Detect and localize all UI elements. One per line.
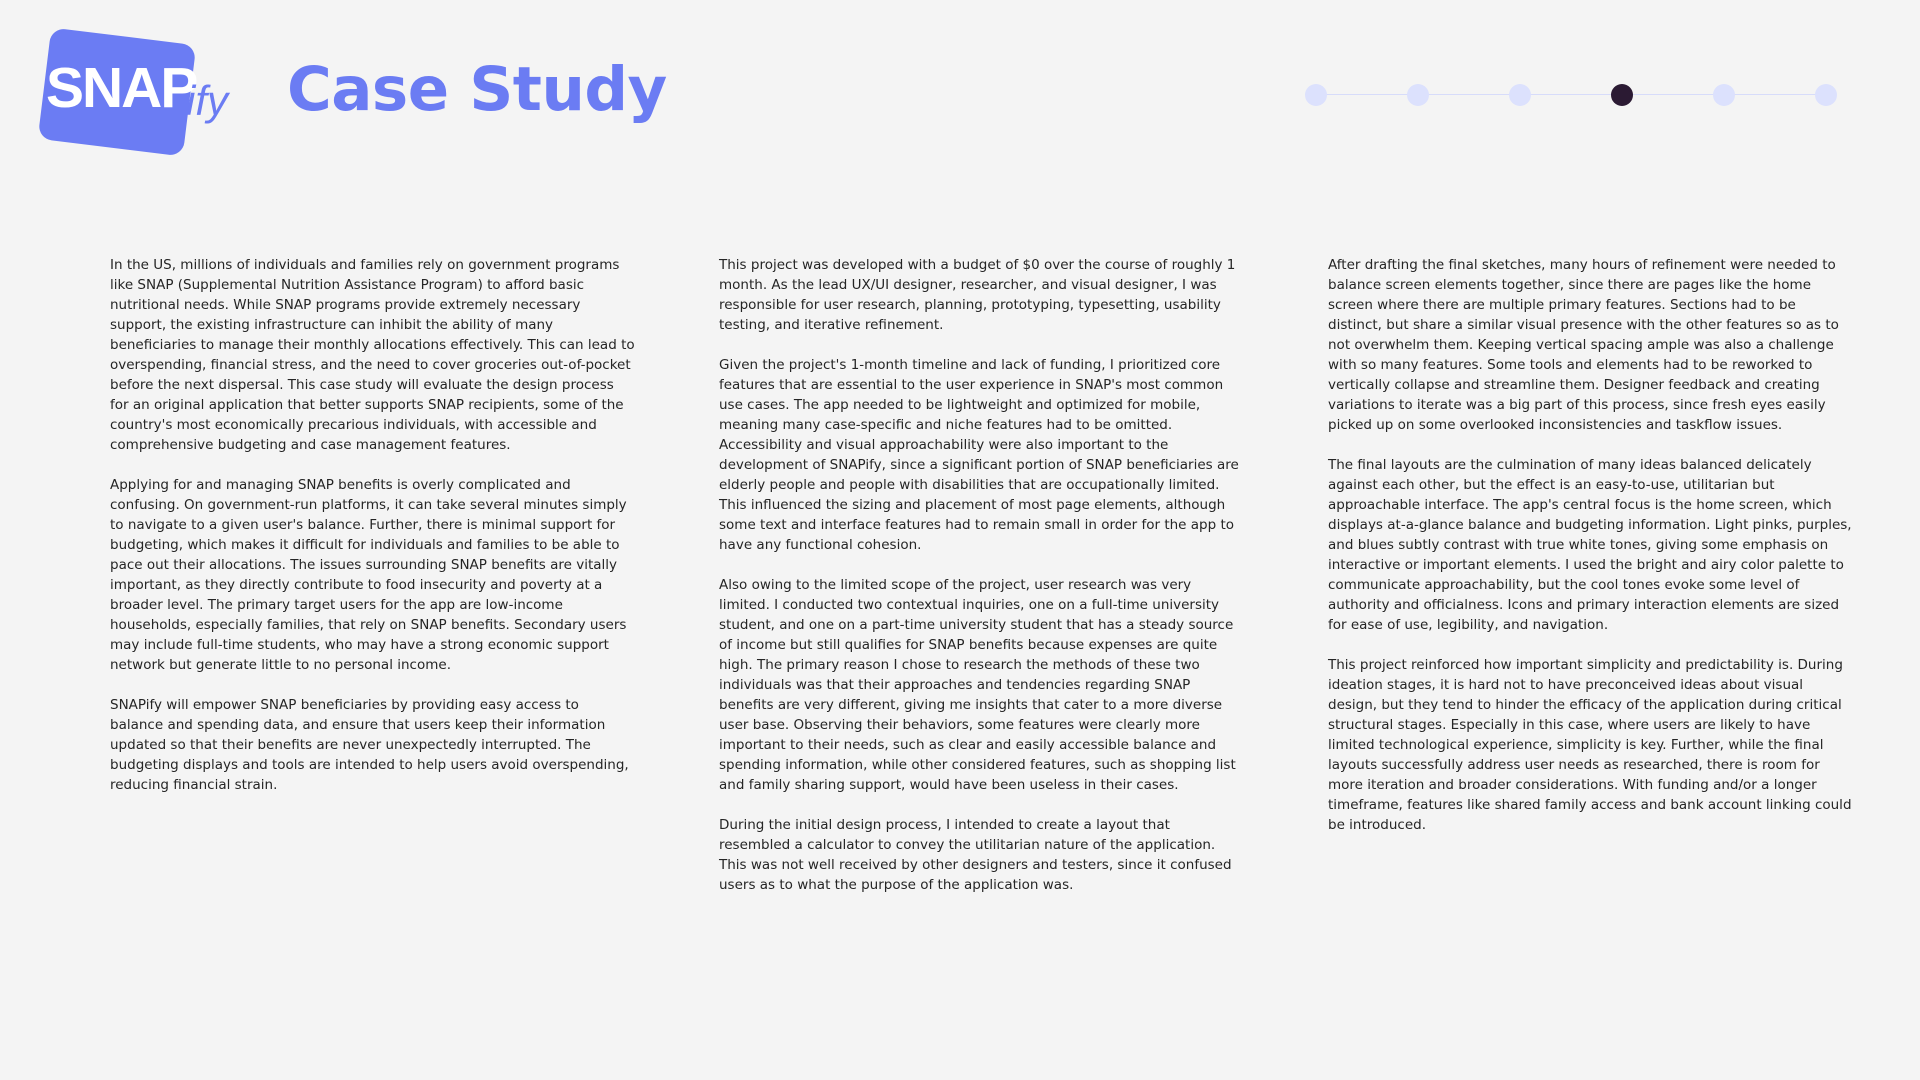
paragraph: After drafting the final sketches, many hours of refinement were needed to balance screen elements together, since there are pages like the home screen where there are multiple primary features. Sections had to be distinct, but share a similar visual presence with the other features so as to not overwhelm them. Keeping vertical spacing ample was also a challenge with so many features. Some tools and elements had to be reworked to vertically collapse and streamline them. Designer feedback and creating variations to iterate was a big part of this process, since fresh eyes easily picked up on some overlooked inconsistencies and taskflow issues. [1328, 257, 1839, 433]
paragraph: SNAPify will empower SNAP beneficiaries by providing easy access to balance and spending data, and ensure that users keep their information updated so that their benefits are never unexpectedly interrupted. The budgeting displays and tools are intended to help users avoid overspending, reducing financial strain. [110, 697, 629, 793]
paragraph: Applying for and managing SNAP benefits is overly complicated and confusing. On government-run platforms, it can take several minutes simply to navigate to a given user's balance. Further, there is minimal support for budgeting, which makes it difficult for individuals and families to be able to pace out their allocations. The issues surrounding SNAP benefits are vitally important, as they directly contribute to food insecurity and poverty at a broader level. The primary target users for the app are low-income households, especially families, that rely on SNAP benefits. Secondary users may include full-time students, who may have a strong economic support network but generate little to no personal income. [110, 477, 627, 673]
paragraph: This project reinforced how important simplicity and predictability is. During ideation stages, it is hard not to have preconceived ideas about visual design, but they tend to hinder the efficacy of the application during critical structural stages. Especially in this case, where users are likely to have limited technological experience, simplicity is key. Further, while the final layouts successfully address user needs as researched, there is room for more iteration and broader considerations. With funding and/or a longer timeframe, features like shared family access and bank account linking could be introduced. [1328, 657, 1852, 833]
stepper-line [1317, 94, 1833, 95]
page-title: Case Study [287, 54, 667, 125]
logo-wordmark-suffix: ify [186, 77, 228, 124]
text-column-2 [719, 255, 1244, 915]
snapify-logo [44, 36, 240, 156]
logo-wordmark: SNAP [46, 56, 197, 120]
progress-stepper [1305, 82, 1845, 108]
text-column-3 [1328, 255, 1853, 855]
step-dot-6 [1815, 84, 1837, 106]
step-dot-4-active [1611, 84, 1633, 106]
paragraph: The final layouts are the culmination of many ideas balanced delicately against each other, but the effect is an easy-to-use, utilitarian but approachable interface. The app's central focus is the home screen, which displays at-a-glance balance and budgeting information. Light pinks, purples, and blues subtly contrast with true white tones, giving some emphasis on interactive or important elements. I used the bright and airy color palette to communicate approachability, but the cool tones evoke some level of authority and officialness. Icons and primary interaction elements are sized for ease of use, legibility, and navigation. [1328, 457, 1852, 633]
step-dot-3 [1509, 84, 1531, 106]
step-dot-2 [1407, 84, 1429, 106]
paragraph: Also owing to the limited scope of the project, user research was very limited. I conducted two contextual inquiries, one on a full-time university student, and one on a part-time university student that has a steady source of income but still qualifies for SNAP benefits because expenses are quite high. The primary reason I chose to research the methods of these two individuals was that their approaches and tendencies regarding SNAP benefits are very different, giving me insights that cater to a more diverse user base. Observing their behaviors, some features were clearly more important to their needs, such as clear and easily accessible balance and spending information, while other considered features, such as shopping list and family sharing support, would have been useless in their cases. [719, 577, 1236, 793]
paragraph: In the US, millions of individuals and families rely on government programs like SNAP (Supplemental Nutrition Assistance Program) to afford basic nutritional needs. While SNAP programs provide extremely necessary support, the existing infrastructure can inhibit the ability of many beneficiaries to manage their monthly allocations effectively. This can lead to overspending, financial stress, and the need to cover groceries out-of-pocket before the next dispersal. This case study will evaluate the design process for an original application that better supports SNAP recipients, some of the country's most economically precarious individuals, with accessible and comprehensive budgeting and case management features. [110, 257, 635, 453]
paragraph: During the initial design process, I intended to create a layout that resembled a calculator to convey the utilitarian nature of the application. This was not well received by other designers and testers, since it confused users as to what the purpose of the application was. [719, 817, 1232, 893]
step-dot-1 [1305, 84, 1327, 106]
step-dot-5 [1713, 84, 1735, 106]
text-column-1 [110, 255, 635, 815]
paragraph: This project was developed with a budget of $0 over the course of roughly 1 month. As the lead UX/UI designer, researcher, and visual designer, I was responsible for user research, planning, prototyping, typesetting, usability testing, and iterative refinement. [719, 257, 1236, 333]
paragraph: Given the project's 1-month timeline and lack of funding, I prioritized core features that are essential to the user experience in SNAP's most common use cases. The app needed to be lightweight and optimized for mobile, meaning many case-specific and niche features had to be omitted. Accessibility and visual approachability were also important to the development of SNAPify, since a significant portion of SNAP beneficiaries are elderly people and people with disabilities that are occupationally limited. This influenced the sizing and placement of most page elements, although some text and interface features had to remain small in order for the app to have any functional cohesion. [719, 357, 1239, 553]
